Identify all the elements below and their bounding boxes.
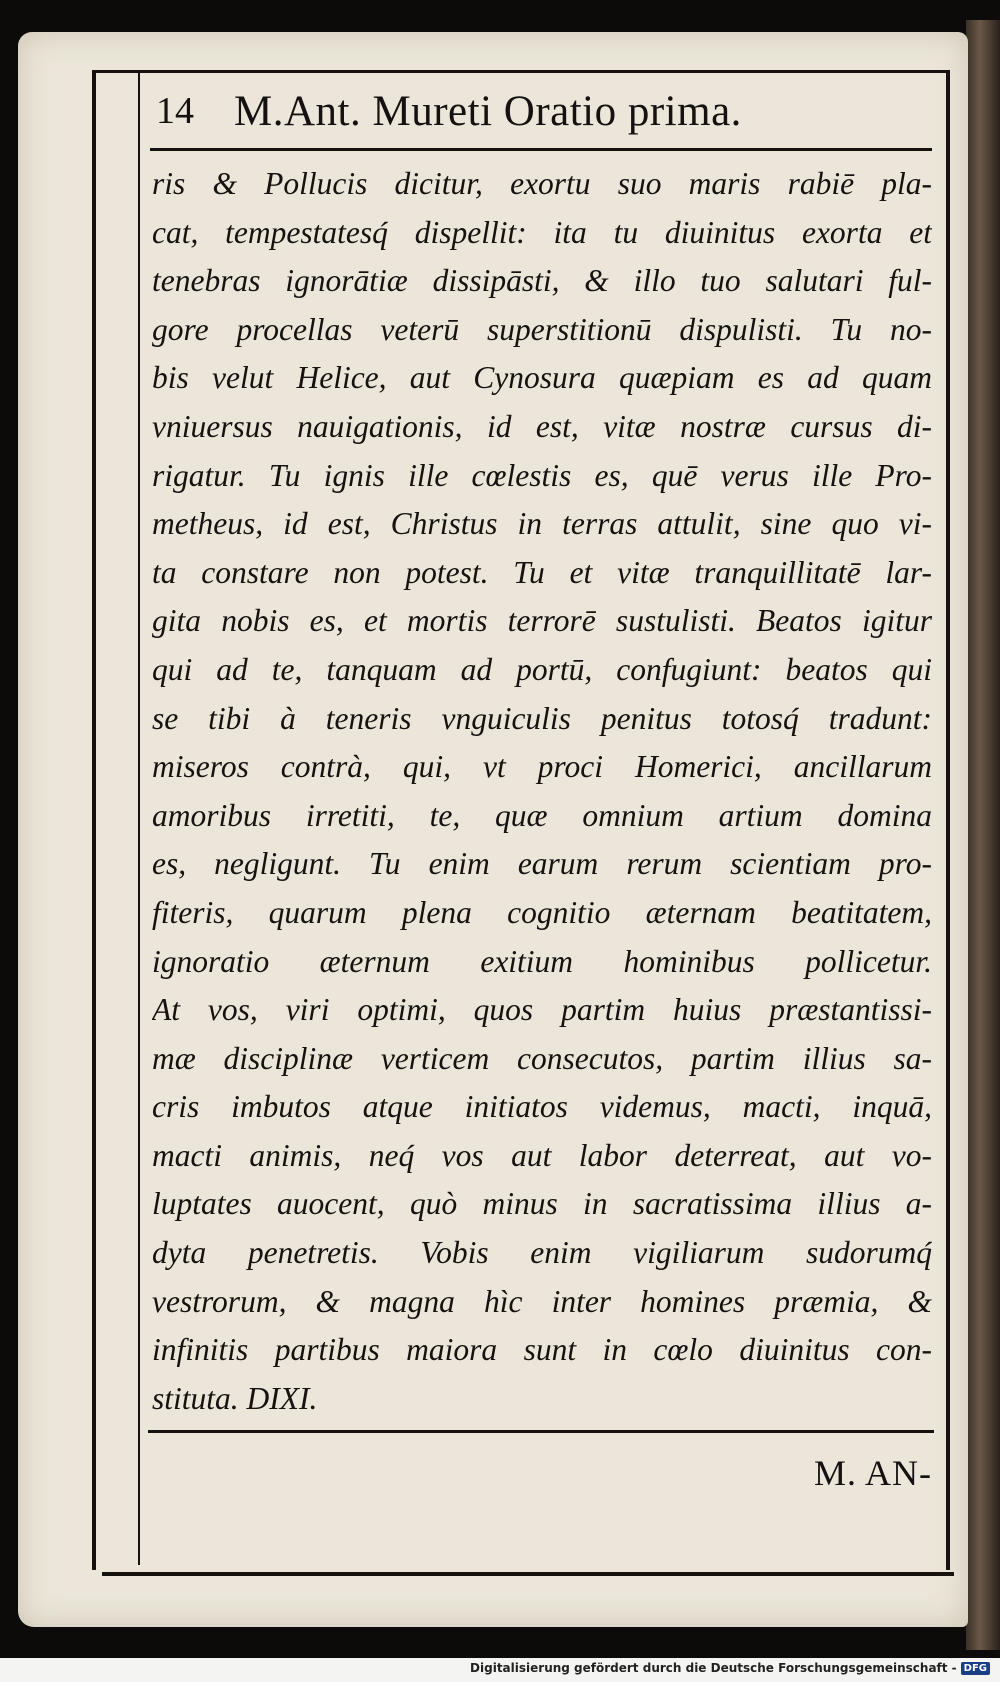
catchword: M. AN- (813, 1453, 932, 1493)
frame-bottom-rule (102, 1572, 954, 1576)
text-line: cat, tempestatesq́ dispellit: ita tu diuinitus exorta et (152, 214, 932, 250)
text-line: amoribus irretiti, te, quæ omnium artium domina (152, 797, 932, 833)
text-line: miseros contrà, qui, vt proci Homerici, ancillarum (152, 749, 932, 785)
running-title: M.Ant. Mureti Oratio prima. (234, 87, 742, 135)
text-line-final: stituta. DIXI. (152, 1380, 318, 1416)
inner-frame-rule (138, 70, 140, 1565)
text-line: ignoratio æternum exitium hominibus pollicetur. (152, 943, 932, 979)
text-line: cris imbutos atque initiatos videmus, macti, inquā, (152, 1089, 932, 1125)
text-line: ris & Pollucis dicitur, exortu suo maris rabiē pla- (152, 166, 932, 201)
credit-text: Digitalisierung gefördert durch die Deutsche Forschungsgemeinschaft - (470, 1661, 957, 1675)
text-line: qui ad te, tanquam ad portū, confugiunt: beatos qui (152, 651, 932, 687)
page-number: 14 (156, 90, 194, 132)
text-line: macti animis, neq́ vos aut labor deterreat, aut vo- (152, 1137, 932, 1173)
text-line: ta constare non potest. Tu et vitæ tranquillitatē lar- (152, 554, 932, 590)
text-line: dyta penetretis. Vobis enim vigiliarum sudorumq́ (152, 1235, 932, 1271)
text-line: mæ disciplinæ verticem consecutos, partim illius sa- (152, 1040, 932, 1076)
page-edge (966, 20, 1000, 1650)
text-end-rule (148, 1430, 934, 1433)
text-line: se tibi à teneris vnguiculis penitus totosq́ tradunt: (152, 700, 932, 736)
text-line: gore procellas veterū superstitionū dispulisti. Tu no- (152, 311, 932, 347)
text-line: fiteris, quarum plena cognitio æternam beatitatem, (152, 894, 932, 930)
text-line: es, negligunt. Tu enim earum rerum scientiam pro- (152, 846, 932, 882)
body-text (152, 160, 932, 1423)
dfg-logo: DFG (961, 1662, 990, 1675)
text-line: vniuersus nauigationis, id est, vitæ nostræ cursus di- (152, 408, 932, 444)
text-line: rigatur. Tu ignis ille cœlestis es, quē verus ille Pro- (152, 457, 932, 493)
text-line: At vos, viri optimi, quos partim huius præstantissi- (152, 992, 932, 1028)
digitization-credit (470, 1661, 990, 1675)
text-line: gita nobis es, et mortis terrorē sustulisti. Beatos igitur (152, 603, 932, 639)
page-header (156, 80, 946, 142)
header-rule (150, 148, 932, 151)
text-line: metheus, id est, Christus in terras attulit, sine quo vi- (152, 506, 932, 542)
text-line: vestrorum, & magna hìc inter homines præmia, & (152, 1283, 932, 1319)
text-line: luptates auocent, quò minus in sacratissima illius a- (152, 1186, 932, 1222)
text-line: tenebras ignorātiæ dissipāsti, & illo tuo salutari ful- (152, 263, 932, 299)
text-line: bis velut Helice, aut Cynosura quæpiam es ad quam (152, 360, 932, 396)
text-line: infinitis partibus maiora sunt in cœlo diuinitus con- (152, 1332, 932, 1368)
